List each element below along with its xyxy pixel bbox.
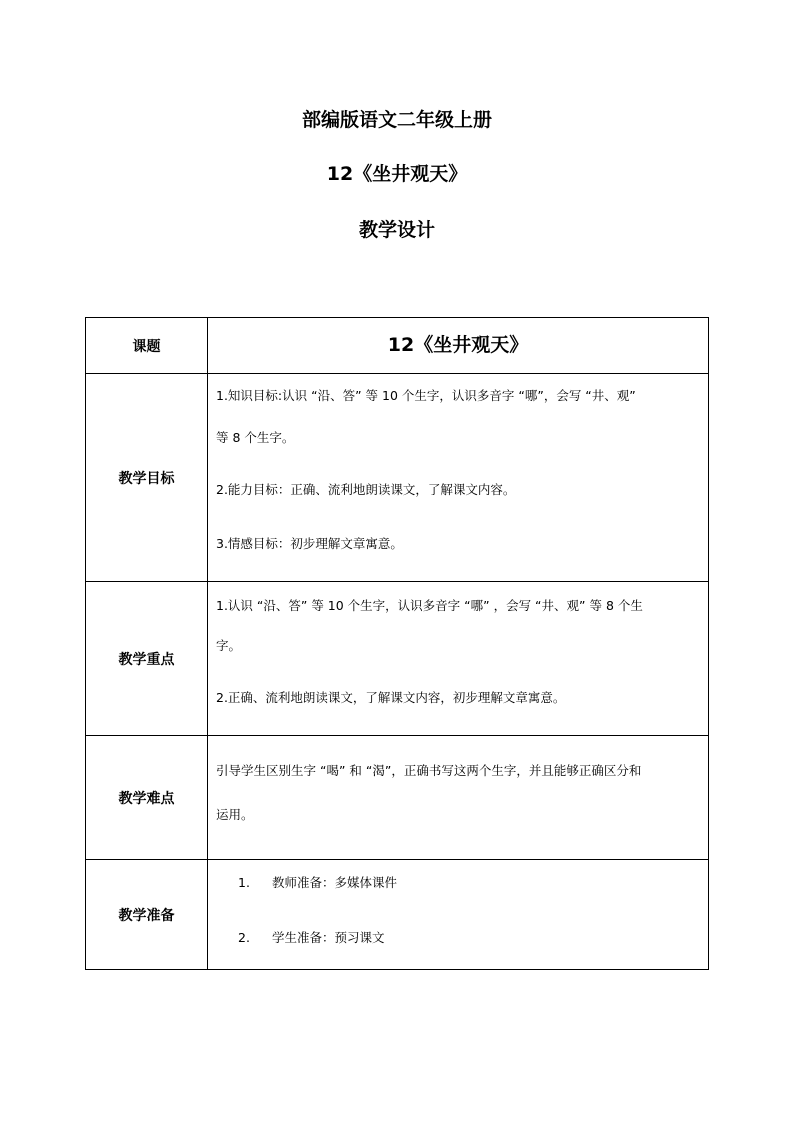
difficulties-row (86, 736, 709, 860)
goals-line-2: 2.能力目标：正确、流利地朗读课文，了解课文内容。 (216, 482, 516, 497)
preparation-cell (208, 860, 709, 970)
topic-value: 12《坐井观天》 (387, 334, 529, 356)
goals-line-3: 3.情感目标：初步理解文章寓意。 (216, 536, 403, 551)
difficulties-line-1a: 引导学生区别生字 “喝” 和 “渴”，正确书写这两个生字，并且能够正确区分和 (216, 763, 642, 778)
difficulties-line-1b: 运用。 (216, 807, 254, 822)
key-points-label: 教学重点 (86, 582, 208, 736)
key-points-line-1a: 1.认识 “沿、答” 等 10 个生字，认识多音字 “哪” ，会写 “井、观” 等 8 个生 (216, 598, 643, 613)
difficulties-label: 教学难点 (86, 736, 208, 860)
goals-cell (208, 374, 709, 582)
key-points-row (86, 582, 709, 736)
difficulties-cell (208, 736, 709, 860)
goals-line-1a: 1.知识目标:认识 “沿、答” 等 10 个生字，认识多音字 “哪”，会写 “井、观” (216, 388, 636, 403)
topic-row (86, 318, 709, 374)
list-item (216, 874, 702, 892)
list-item-number: 2. (238, 930, 250, 945)
lesson-plan-table (85, 317, 709, 970)
list-item-text: 学生准备：预习课文 (272, 930, 385, 945)
goals-line-1b: 等 8 个生字。 (216, 430, 295, 445)
preparation-row (86, 860, 709, 970)
list-item-number: 1. (238, 875, 250, 890)
document-title: 部编版语文二年级上册 (301, 109, 492, 131)
document-subtitle: 教学设计 (358, 219, 435, 241)
preparation-label: 教学准备 (86, 860, 208, 970)
lesson-title: 12《坐井观天》 (326, 163, 468, 185)
goals-label: 教学目标 (86, 374, 208, 582)
list-item (216, 929, 702, 947)
topic-cell (208, 318, 709, 374)
topic-label: 课题 (86, 318, 208, 374)
key-points-line-1b: 字。 (216, 638, 242, 653)
key-points-cell (208, 582, 709, 736)
list-item-text: 教师准备：多媒体课件 (272, 875, 398, 890)
key-points-line-2: 2.正确、流利地朗读课文，了解课文内容，初步理解文章寓意。 (216, 690, 566, 705)
goals-row (86, 374, 709, 582)
